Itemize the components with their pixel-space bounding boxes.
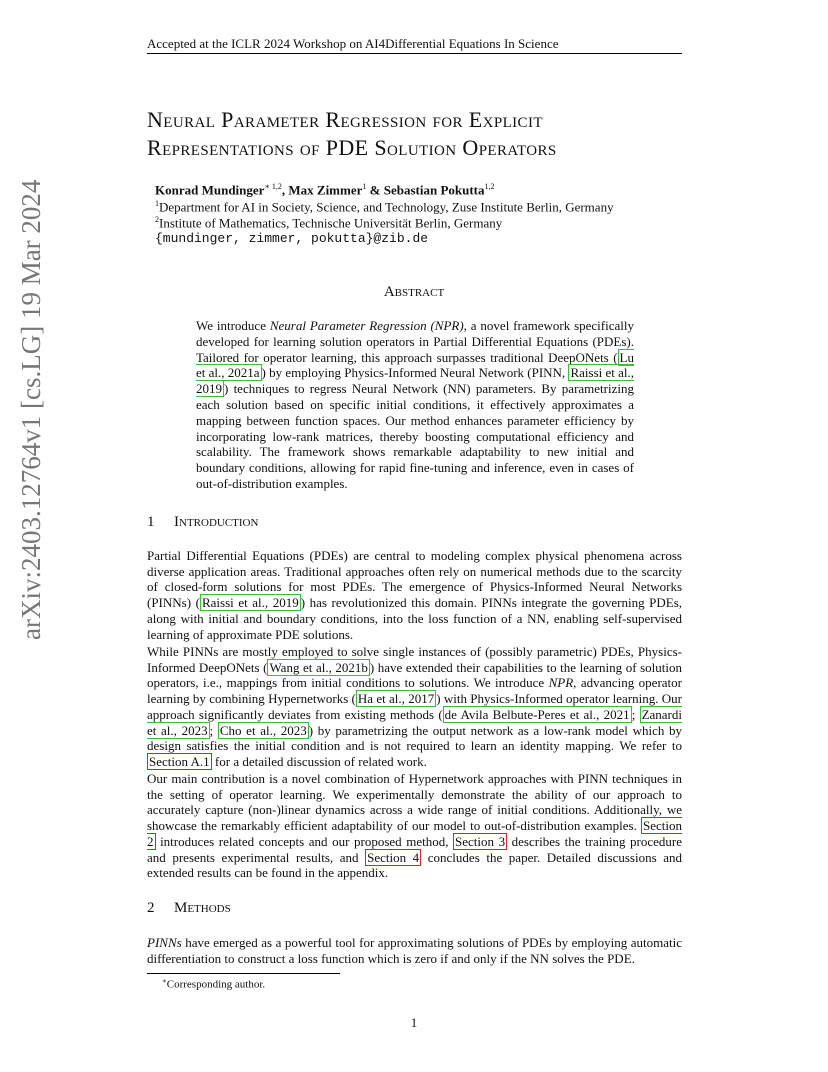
paper-title <box>147 106 687 162</box>
footnote-rule <box>147 973 340 974</box>
citation-link[interactable]: Ha et al., 2017 <box>357 691 435 707</box>
method-name: Neural Parameter Regression (NPR) <box>269 318 464 333</box>
title-line-1: Neural Parameter Regression for Explicit <box>147 107 543 132</box>
method-name: NPR <box>548 675 574 691</box>
section-number: 2 <box>147 900 155 916</box>
section-heading-introduction <box>147 514 258 531</box>
header-rule <box>147 53 682 54</box>
affiliation-2: $^2$Institute of Mathematics, Technische Universität Berlin, Germany <box>155 215 503 231</box>
author-list <box>155 182 495 198</box>
author-name: Max Zimmer <box>288 182 363 198</box>
paragraph: Partial Differential Equations (PDEs) are central to modeling complex physical phenomena across diverse application areas. Traditional approaches often rely on numerical methods due to the scarcity of closed-form solutions for most PDEs. The emergence of Physics-Informed Neural Networks (PINNs) ( Raissi et al., 2019 ) has revolutionized this domain. PINNs integrate the governing PDEs, along with initial and boundary conditions, into the loss function of a NN, enabling self-supervised learning of approximate PDE solutions. <box>147 548 683 642</box>
author-separator: , <box>281 182 289 198</box>
paragraph: While PINNs are mostly employed to solve single instances of (possibly parametric) PDEs, Physics-Informed DeepONets ( Wang et al., 2021b ) have extended their capabilities to the learning of solution operators, i.e., mappings from initial conditions to solutions. We introduce NPR, advancing operator learning by combining Hypernetworks ( Ha et al., 2017 ) with Physics-Informed operator learning. Our approach significantly deviates from existing methods ( de Avila Belbute-Peres et al., 2021 ; Zanardi et al., 2023 ; Cho et al., 2023 ) by parametrizing the output network as a low-rank model which by design satisfies the initial condition and is not required to learn an identity mapping. We refer to Section A.1 for a detailed discussion of related work. <box>147 644 683 769</box>
footnote: ∗Corresponding author. <box>162 977 266 991</box>
author-affiliation-mark: 1 <box>362 182 367 191</box>
page-number: 1 <box>410 1015 418 1030</box>
citation-link[interactable]: Cho et al., 2023 <box>219 722 307 738</box>
paragraph: PINNs have emerged as a powerful tool for approximating solutions of PDEs by employing automatic differentiation to construct a loss function which is zero if and only if the NN solves the PDE. <box>147 935 682 966</box>
citation-link[interactable]: de Avila Belbute-Peres et al., 2021 <box>444 706 630 722</box>
abstract-text: We introduce Neural Parameter Regression (NPR), a novel framework specifically developed for learning solution operators in Partial Differential Equations (PDEs). Tailored for operator learning, this approach surpasses traditional DeepONets ( Lu et al., 2021a ) by employing Physics-Informed Neural Network (PINN, Raissi et al., 2019 ) techniques to regress Neural Network (NN) parameters. By parametrizing each solution based on specific initial conditions, it effectively approximates a mapping between function spaces. Our method enhances parameter efficiency by incorporating low-rank matrices, thereby boosting computational efficiency and scalability. The framework shows remarkable adaptability to new initial and boundary conditions, allowing for rapid fine-tuning and inference, even in cases of out-of-distribution examples. <box>196 318 635 491</box>
section-title: Introduction <box>174 514 259 530</box>
term: PINNs <box>147 935 182 950</box>
author-separator: & <box>366 182 384 198</box>
citation-link[interactable]: Raissi et al., 2019 <box>201 595 299 611</box>
author-emails: {mundinger, zimmer, pokutta}@zib.de <box>155 231 429 246</box>
author-affiliation-mark: 1,2 <box>484 182 495 191</box>
arxiv-identifier[interactable]: arXiv:2403.12764v1 [cs.LG] 19 Mar 2024 <box>16 179 46 640</box>
section-reference-link[interactable]: Section 2 <box>147 818 682 849</box>
section-reference-link[interactable]: Section 3 <box>455 833 506 849</box>
section-number: 1 <box>147 514 155 530</box>
author-affiliation-mark[interactable]: ∗ 1,2 <box>264 182 282 191</box>
citation-link[interactable]: Wang et al., 2021b <box>269 659 368 675</box>
section-reference-link[interactable]: Section A.1 <box>149 753 210 769</box>
section-reference-link[interactable]: Section 4 <box>367 849 420 865</box>
author-name: Konrad Mundinger <box>155 182 265 198</box>
author-name: Sebastian Pokutta <box>383 182 485 198</box>
affiliation-1: $^1$Department for AI in Society, Science, and Technology, Zuse Institute Berlin, Germany <box>155 199 614 215</box>
citation-link[interactable]: Lu et al., 2021a <box>196 349 634 381</box>
section-heading-methods <box>147 900 231 917</box>
abstract-heading: Abstract <box>383 284 445 300</box>
title-line-2: Representations of PDE Solution Operators <box>147 135 557 160</box>
citation-link[interactable]: Zanardi et al., 2023 <box>147 706 682 738</box>
section-title: Methods <box>174 900 231 916</box>
running-header: Accepted at the ICLR 2024 Workshop on AI4Differential Equations In Science <box>147 36 559 51</box>
citation-link[interactable]: Raissi et al., 2019 <box>196 365 635 397</box>
paragraph: Our main contribution is a novel combination of Hypernetwork approaches with PINN techniques in the setting of operator learning. We experimentally demonstrate the ability of our approach to accurately capture (non-)linear dynamics across a wide range of initial conditions. Additionally, we showcase the remarkably efficient adaptability of our model to out-of-distribution examples. Section 2 introduces related concepts and our proposed method, Section 3 describes the training procedure and presents experimental results, and Section 4 concludes the paper. Detailed discussions and extended results can be found in the appendix. <box>147 771 683 881</box>
